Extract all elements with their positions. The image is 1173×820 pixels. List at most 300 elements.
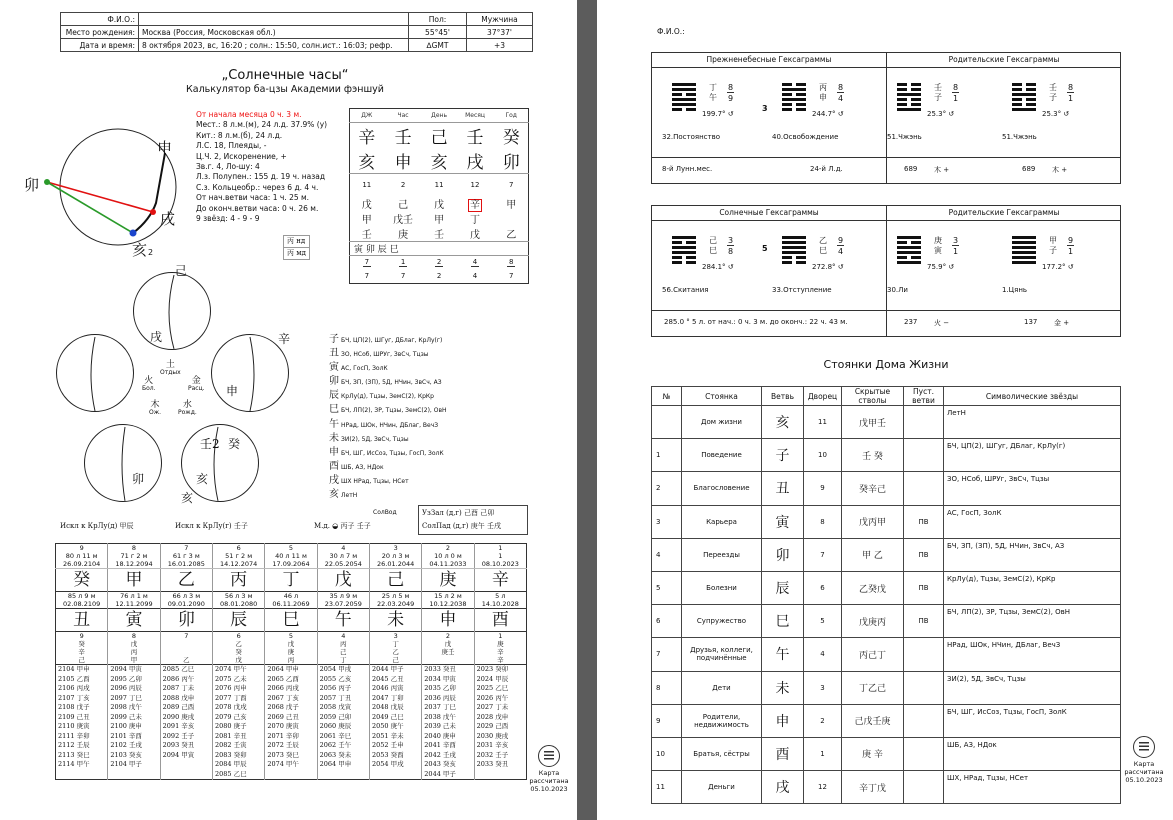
box2-foot: 137 — [1024, 318, 1038, 326]
palace-cell — [904, 472, 944, 505]
star-branch: 卯 — [329, 376, 339, 388]
hexagram-icon — [782, 236, 806, 266]
palace-cell: Дети — [682, 671, 762, 704]
uzal-box — [418, 505, 528, 535]
luck-mid-ages: 5 л — [474, 592, 526, 601]
palace-cell — [904, 704, 944, 737]
circle-earth-branch: 戌 — [150, 330, 163, 344]
luck-year: 2076 丙申 — [214, 684, 247, 692]
luck-top-ages: 80 л 11 м — [65, 552, 98, 560]
luck-top-dates: 04.11.2033 — [422, 560, 474, 569]
hexagram-name: 32.Постоянство — [662, 133, 721, 141]
box2-foot: 火 − — [934, 319, 950, 327]
palace-cell: 6 — [652, 605, 682, 638]
star-text: ЗО, НСоб, ШРУг, ЗвСч, Тцзы — [341, 351, 429, 359]
luck-top-dates: 08.10.2023 — [474, 560, 526, 569]
bazi-frac-bot: 2 — [436, 271, 442, 280]
hexagram-icon — [897, 83, 921, 113]
palace-cell: Карьера — [682, 505, 762, 538]
luck-mid-dates: 14.10.2028 — [474, 600, 526, 609]
hexagram-icon — [897, 236, 921, 266]
palace-cell: Братья, сёстры — [682, 737, 762, 770]
hexagram-fraction-bot: 4 — [838, 94, 844, 103]
bazi-num: 7 — [508, 180, 514, 189]
luck-top-dates: 26.09.2104 — [56, 560, 108, 569]
bazi-branch: 亥 — [358, 153, 376, 173]
palace-cell: 丑 — [762, 472, 804, 505]
element-fire — [142, 378, 156, 392]
luck-year: 2038 戊午 — [424, 712, 456, 721]
name-value — [139, 13, 409, 26]
star-text: ЗИ(2), 5Д, ЗвСч, Тцзы — [341, 435, 409, 443]
hexagram-degree: 25.3° ↺ — [1042, 110, 1070, 118]
luck-year: 2028 戊申 — [476, 712, 509, 721]
luck-hid1: 乙 — [212, 640, 264, 648]
luck-year: 2072 壬辰 — [267, 741, 299, 749]
bazi-frac-top: 2 — [436, 258, 442, 267]
luck-year: 2075 乙未 — [214, 674, 247, 683]
luck-top-ages: 40 л 11 м — [265, 552, 317, 560]
palace-cell: ЗИ(2), 5Д, ЗвСч, Тцзы — [944, 671, 1121, 704]
hexagram-degree: 272.8° ↺ — [812, 263, 844, 271]
luck-year: 2090 庚戌 — [162, 712, 195, 721]
luck-year: 2098 戊午 — [110, 703, 142, 711]
luck-year: 2099 己未 — [110, 712, 142, 721]
info-line: Л.з. Полупен.: 155 д. 19 ч. назад — [196, 172, 326, 182]
luck-top-ages: 1 — [474, 552, 526, 560]
luck-hid3 — [422, 656, 474, 665]
palace-row — [652, 472, 1121, 505]
luck-years-cell — [317, 665, 369, 780]
bazi-frac-top: 8 — [508, 258, 514, 267]
star-branch: 午 — [329, 418, 339, 430]
star-text: АС, ГосП, ЗолК — [341, 365, 388, 373]
luck-mid-dates: 23.07.2059 — [317, 600, 369, 609]
luck-year: 2104 甲子 — [110, 760, 142, 768]
luck-mid-ages: 35 л 9 м — [317, 592, 369, 601]
chart-page-right — [597, 0, 1173, 820]
palace-cell: 戊甲壬 — [842, 406, 904, 439]
palace-cell: ЛетН — [944, 406, 1121, 439]
circle-water-stem2: 癸 — [228, 437, 241, 451]
luck-year: 2052 壬申 — [371, 741, 404, 749]
luck-stems: 丁 — [265, 569, 317, 592]
bazi-stem: 己 — [430, 128, 448, 148]
palace-cell: Переезды — [682, 538, 762, 571]
palace-cell — [904, 671, 944, 704]
box1-caption-right: Родительские Гексаграммы — [887, 53, 1121, 68]
palace-cell: 申 — [762, 704, 804, 737]
palace-cell: 1 — [804, 737, 842, 770]
luck-year: 2024 甲辰 — [476, 674, 509, 683]
luck-bnums: 9 — [56, 632, 108, 641]
luck-year: 2112 壬辰 — [58, 741, 90, 749]
pill-md: 丙 мд — [283, 248, 310, 260]
luck-stems: 戊 — [317, 569, 369, 592]
luck-years-cell — [474, 665, 526, 780]
luck-year: 2068 戊子 — [267, 703, 299, 711]
palace-row — [652, 538, 1121, 571]
footer-date: 05.10.2023 — [530, 785, 568, 793]
bazi-frac-top: 4 — [472, 258, 478, 267]
box2-mid-number: 5 — [762, 244, 768, 253]
luck-mid-ages: 46 л — [265, 592, 317, 601]
star-text: БЧ, ЛП(2), ЗР, Тцзы, ЗемС(2), ОвН — [341, 407, 447, 415]
star-row — [329, 375, 489, 389]
palace-cell: 7 — [652, 638, 682, 671]
dial-branch-sub: 2 — [148, 248, 154, 257]
luck-year: 2106 丙戌 — [58, 684, 90, 692]
luck-year: 2053 癸酉 — [371, 750, 404, 759]
luck-hid2: 癸 — [212, 648, 264, 656]
luck-hid3: 己 — [369, 656, 421, 665]
luck-bnums: 2 — [422, 632, 474, 641]
palace-cell: 癸辛己 — [842, 472, 904, 505]
luck-year: 2049 己巳 — [371, 712, 404, 721]
palace-cell: 8 — [652, 671, 682, 704]
hexagram-fraction-top: 9 — [1068, 236, 1074, 245]
luck-hid2: 己 — [317, 648, 369, 656]
luck-stems: 己 — [369, 569, 421, 592]
palace-cell: БЧ, ЦП(2), ШГуг, ДБлаг, КрЛу(г) — [944, 439, 1121, 472]
luck-mid-ages: 85 л 9 м — [56, 592, 108, 601]
palace-cell: 5 — [804, 605, 842, 638]
md-line: М.д. ◒ 丙子 壬子 — [314, 522, 371, 530]
hexagram-box-2 — [651, 205, 1121, 337]
dial-branch-left: 卯 — [24, 176, 40, 194]
luck-year: 2083 癸卯 — [214, 750, 247, 759]
bazi-hidden: 戊 — [434, 199, 445, 211]
luck-year: 2027 丁未 — [476, 703, 509, 711]
bazi-num: 11 — [362, 180, 372, 189]
luck-year: 2094 甲寅 — [162, 750, 195, 759]
palace-cell: Болезни — [682, 571, 762, 604]
latitude: 55°45' — [409, 26, 467, 39]
footer-date: 05.10.2023 — [1125, 776, 1163, 784]
luck-year: 2109 己丑 — [58, 712, 90, 721]
palace-cell: 戊丙甲 — [842, 505, 904, 538]
dial-branch-right: 戌 — [160, 210, 176, 228]
hexagram-fraction-top: 8 — [1068, 83, 1074, 92]
luck-year: 2089 己酉 — [162, 703, 195, 711]
bazi-hidden: 己 — [398, 199, 409, 211]
star-text: БЧ, ШГ, ИсСоз, Тцзы, ГосП, ЗолК — [341, 449, 444, 457]
star-row — [329, 460, 489, 474]
kr-exception-2: Искл к КрЛу(г) 壬子 — [175, 522, 248, 530]
palace-row — [652, 505, 1121, 538]
luck-branches: 寅 — [108, 609, 160, 632]
footer-line: Карта — [1133, 760, 1155, 768]
luck-bnums: 5 — [265, 632, 317, 641]
kr-exception-1: Искл к КрЛу(д) 甲辰 — [60, 522, 134, 530]
circle-water-stem: 壬2 — [200, 437, 220, 451]
hexagram-name: 40.Освобождение — [772, 133, 839, 141]
element-water — [178, 402, 197, 416]
water-glyph: 水 — [182, 400, 192, 410]
hexagram-fraction-bot: 4 — [838, 247, 844, 256]
circle-metal-stem: 辛 — [278, 332, 291, 346]
luck-branches: 卯 — [160, 609, 212, 632]
info-line: Ц.Ч. 2, Искоренение, + — [196, 151, 287, 161]
palace-cell — [652, 406, 682, 439]
luck-years-cell — [108, 665, 160, 780]
luck-year: 2059 己卯 — [319, 712, 352, 721]
bazi-branch: 戌 — [466, 153, 484, 173]
gmt-value: +3 — [467, 39, 533, 52]
luck-hid2: 辛 — [474, 648, 526, 656]
date-label: Дата и время: — [61, 39, 139, 52]
luck-stems: 辛 — [474, 569, 526, 592]
hexagram-chars: 甲 子 — [1049, 236, 1057, 255]
palace-cell: 己戊壬庚 — [842, 704, 904, 737]
palace-cell — [904, 406, 944, 439]
luck-year: 2066 丙戌 — [267, 684, 299, 692]
luck-year: 2078 戊戌 — [214, 703, 247, 711]
page-title: „Солнечные часы“ — [221, 68, 349, 83]
palace-cell: 2 — [652, 472, 682, 505]
bazi-hidden: 戊 — [361, 199, 372, 211]
circle-metal-branch: 申 — [226, 384, 239, 398]
bazi-hidden: 甲 — [434, 214, 445, 226]
palace-cell: ПВ — [904, 605, 944, 638]
palace-cell: 乙癸戊 — [842, 571, 904, 604]
palace-header: Скрытые стволы — [842, 387, 904, 406]
luck-year: 2105 乙酉 — [58, 674, 90, 683]
palace-cell — [904, 439, 944, 472]
bazi-hidden: 壬 — [361, 229, 372, 241]
luck-mid-dates: 02.08.2109 — [63, 600, 101, 608]
palace-cell: ПВ — [904, 571, 944, 604]
star-row — [329, 361, 489, 375]
luck-top-nums: 3 — [369, 544, 421, 553]
luck-branches: 申 — [422, 609, 474, 632]
bazi-hidden — [494, 211, 528, 226]
box1-foot: 689 — [904, 165, 918, 173]
palace-cell: 丙己丁 — [842, 638, 904, 671]
info-line: До оконч.ветви часа: 0 ч. 26 м. — [196, 203, 319, 213]
gmt-label: ∆GMT — [409, 39, 467, 52]
palace-cell: БЧ, ЗП, (ЗП), 5Д, НЧин, ЗвСч, АЗ — [944, 538, 1121, 571]
hexagram-fraction-bot: 1 — [1068, 94, 1074, 103]
info-line: 9 звёзд: 4 - 9 - 9 — [196, 214, 260, 224]
luck-year: 2048 戊辰 — [371, 703, 404, 711]
palace-cell: 戌 — [762, 771, 804, 804]
palace-title: Стоянки Дома Жизни — [823, 358, 949, 371]
palace-cell: ШХ, НРад, Тцзы, НСет — [944, 771, 1121, 804]
header-table — [60, 12, 533, 52]
star-branch: 亥 — [329, 489, 339, 501]
luck-hid1: 癸 — [78, 640, 85, 648]
luck-year: 2037 丁巳 — [424, 703, 456, 711]
hexagram-fraction-bot: 1 — [953, 94, 959, 103]
luck-mid-dates: 12.11.2099 — [108, 600, 160, 609]
circle-wood-branch: 卯 — [132, 472, 145, 486]
luck-year: 2051 辛未 — [371, 731, 404, 740]
luck-top-dates: 22.05.2054 — [317, 560, 369, 569]
circle-earth-stem: 己 — [175, 264, 188, 278]
luck-year: 2069 己丑 — [267, 712, 299, 721]
bazi-hidden: 庚 — [398, 229, 409, 241]
bazi-frac-top: 7 — [364, 258, 370, 267]
luck-year: 2040 庚申 — [424, 731, 456, 740]
luck-year: 2113 癸巳 — [58, 750, 90, 759]
info-line: Л.С. 18, Плеяды, - — [196, 141, 267, 151]
luck-year: 2093 癸丑 — [162, 741, 195, 749]
palace-cell: 壬 癸 — [842, 439, 904, 472]
luck-top-nums: 7 — [160, 544, 212, 553]
luck-hid3: 丙 — [265, 656, 317, 665]
palace-header: Стоянка — [682, 387, 762, 406]
palace-cell: ШБ, АЗ, НДок — [944, 737, 1121, 770]
star-text: НРад, ШОк, НЧин, ДБлаг, ВечЗ — [341, 421, 439, 429]
palace-cell: 4 — [652, 538, 682, 571]
circle-earth — [133, 272, 211, 350]
logo-icon — [538, 745, 560, 767]
star-row — [329, 403, 489, 417]
luck-mid-dates: 22.03.2049 — [369, 600, 421, 609]
star-branch: 戌 — [329, 474, 339, 486]
bazi-hidden: 甲 — [506, 199, 517, 211]
bazi-frac-bot: 7 — [364, 271, 370, 280]
solpad-line: СолПад (д,г) 庚午 壬戌 — [422, 522, 501, 530]
luck-year: 2041 辛酉 — [424, 741, 456, 749]
earth-glyph: 土 — [165, 360, 175, 370]
info-line: Зв.г. 4, Ло-шу: 4 — [196, 162, 260, 172]
palace-cell: 6 — [804, 571, 842, 604]
palace-row — [652, 638, 1121, 671]
star-branch: 丑 — [329, 348, 339, 360]
luck-top-ages: 61 г 3 м — [160, 552, 212, 560]
luck-year: 2087 丁未 — [162, 684, 195, 692]
star-row — [329, 418, 489, 432]
palace-header: Ветвь — [762, 387, 804, 406]
info-line: С.з. Кольцеобр.: через 6 д. 4 ч. — [196, 182, 319, 192]
luck-mid-ages: 56 л 3 м — [212, 592, 264, 601]
luck-top-nums: 2 — [422, 544, 474, 553]
luck-hid3: 己 — [78, 656, 85, 664]
luck-top-nums: 8 — [108, 544, 160, 553]
page-subtitle: Калькулятор ба-цзы Академии фэншуй — [186, 84, 384, 95]
hexagram-icon — [1012, 236, 1036, 266]
circle-wood — [84, 424, 162, 502]
palace-cell: НРад, ШОк, НЧин, ДБлаг, ВечЗ — [944, 638, 1121, 671]
hexagram-icon — [1012, 83, 1036, 113]
footer-line: Карта — [538, 769, 560, 777]
palace-cell: 8 — [804, 505, 842, 538]
hexagram-fraction-bot: 1 — [953, 247, 959, 256]
palace-cell: 辛丁戊 — [842, 771, 904, 804]
box1-caption-left: Прежненебесные Гексаграммы — [652, 53, 886, 68]
luck-hid3: 辛 — [474, 656, 526, 665]
luck-bnums: 8 — [108, 632, 160, 641]
palace-cell — [904, 771, 944, 804]
star-row — [329, 488, 489, 502]
palace-cell: Поведение — [682, 439, 762, 472]
palace-header: Дворец — [804, 387, 842, 406]
palace-row — [652, 671, 1121, 704]
palace-cell: 4 — [804, 638, 842, 671]
palace-cell: 未 — [762, 671, 804, 704]
box2-caption-right: Родительские Гексаграммы — [887, 206, 1121, 221]
star-text: БЧ, ЦП(2), ШГуг, ДБлаг, КрЛу(г) — [341, 337, 443, 344]
luck-mid-ages: 15 л 2 м — [422, 592, 474, 601]
hexagram-degree: 177.2° ↺ — [1042, 263, 1074, 271]
palace-cell: 3 — [652, 505, 682, 538]
bazi-hidden: 乙 — [506, 229, 517, 241]
palace-cell: БЧ, ШГ, ИсСоз, Тцзы, ГосП, ЗолК — [944, 704, 1121, 737]
luck-stems: 甲 — [108, 569, 160, 592]
hexagram-name: 1.Цянь — [1002, 286, 1028, 294]
luck-years-cell — [265, 665, 317, 780]
palace-cell: 11 — [652, 771, 682, 804]
palace-cell: Благословение — [682, 472, 762, 505]
dial-branch-bottom: 亥 — [132, 241, 148, 259]
luck-hid2: 庚壬 — [422, 648, 474, 656]
bazi-stem: 癸 — [502, 128, 520, 148]
palace-cell: ПВ — [904, 505, 944, 538]
info-pills — [283, 235, 310, 260]
palace-cell: Друзья, коллеги, подчинённые — [682, 638, 762, 671]
luck-top-dates: 26.01.2044 — [369, 560, 421, 569]
box2-foot: 金 + — [1054, 319, 1070, 327]
luck-year: 2033 癸丑 — [476, 760, 509, 768]
hexagram-fraction-top: 8 — [728, 83, 734, 92]
info-line: Мест.: 8 л.м.(м), 24 л.д. 37.9% (у) — [196, 120, 328, 130]
luck-year: 2084 甲辰 — [214, 760, 247, 768]
bazi-num: 11 — [434, 180, 444, 189]
palace-cell — [904, 737, 944, 770]
hexagram-fraction-bot: 1 — [1068, 247, 1074, 256]
sex-label: Пол: — [409, 13, 467, 26]
luck-year: 2047 丁卯 — [371, 693, 404, 702]
hexagram-fraction-top: 8 — [838, 83, 844, 92]
hexagram-degree: 284.1° ↺ — [702, 263, 734, 271]
luck-bnums: 7 — [160, 632, 212, 641]
palace-cell: 11 — [804, 406, 842, 439]
hexagram-degree: 25.3° ↺ — [927, 110, 955, 118]
place-label: Место рождения: — [61, 26, 139, 39]
hexagram-fraction-top: 3 — [953, 236, 959, 245]
bazi-branch: 卯 — [502, 153, 520, 173]
circle-water-branch2: 亥 — [181, 491, 194, 505]
luck-hid2: 乙 — [369, 648, 421, 656]
luck-year: 2064 甲申 — [267, 665, 299, 673]
luck-year: 2063 癸未 — [319, 750, 352, 759]
bazi-branch: 申 — [394, 153, 412, 173]
luck-branches: 未 — [369, 609, 421, 632]
luck-branches: 辰 — [212, 609, 264, 632]
star-branch: 辰 — [329, 390, 339, 402]
star-row — [329, 432, 489, 446]
palace-cell: 12 — [804, 771, 842, 804]
luck-year: 2088 戊申 — [162, 693, 195, 702]
palace-cell: 甲 乙 — [842, 538, 904, 571]
luck-year: 2060 庚辰 — [319, 722, 352, 730]
luck-branches: 酉 — [474, 609, 526, 632]
luck-top-nums: 9 — [79, 544, 84, 552]
hexagram-chars: 壬 子 — [1049, 83, 1057, 102]
bazi-num: 2 — [400, 180, 406, 189]
water-label: Рожд. — [178, 409, 197, 416]
star-branch: 子 — [329, 334, 339, 345]
dial-branch-top: 申 — [157, 139, 173, 157]
luck-top-ages: 20 л 3 м — [369, 552, 421, 560]
luck-year: 2079 己亥 — [214, 712, 247, 721]
palace-cell: 1 — [652, 439, 682, 472]
logo-icon — [1133, 736, 1155, 758]
luck-bnums: 4 — [317, 632, 369, 641]
info-line: Кит.: 8 л.м.(б), 24 л.д. — [196, 130, 283, 140]
